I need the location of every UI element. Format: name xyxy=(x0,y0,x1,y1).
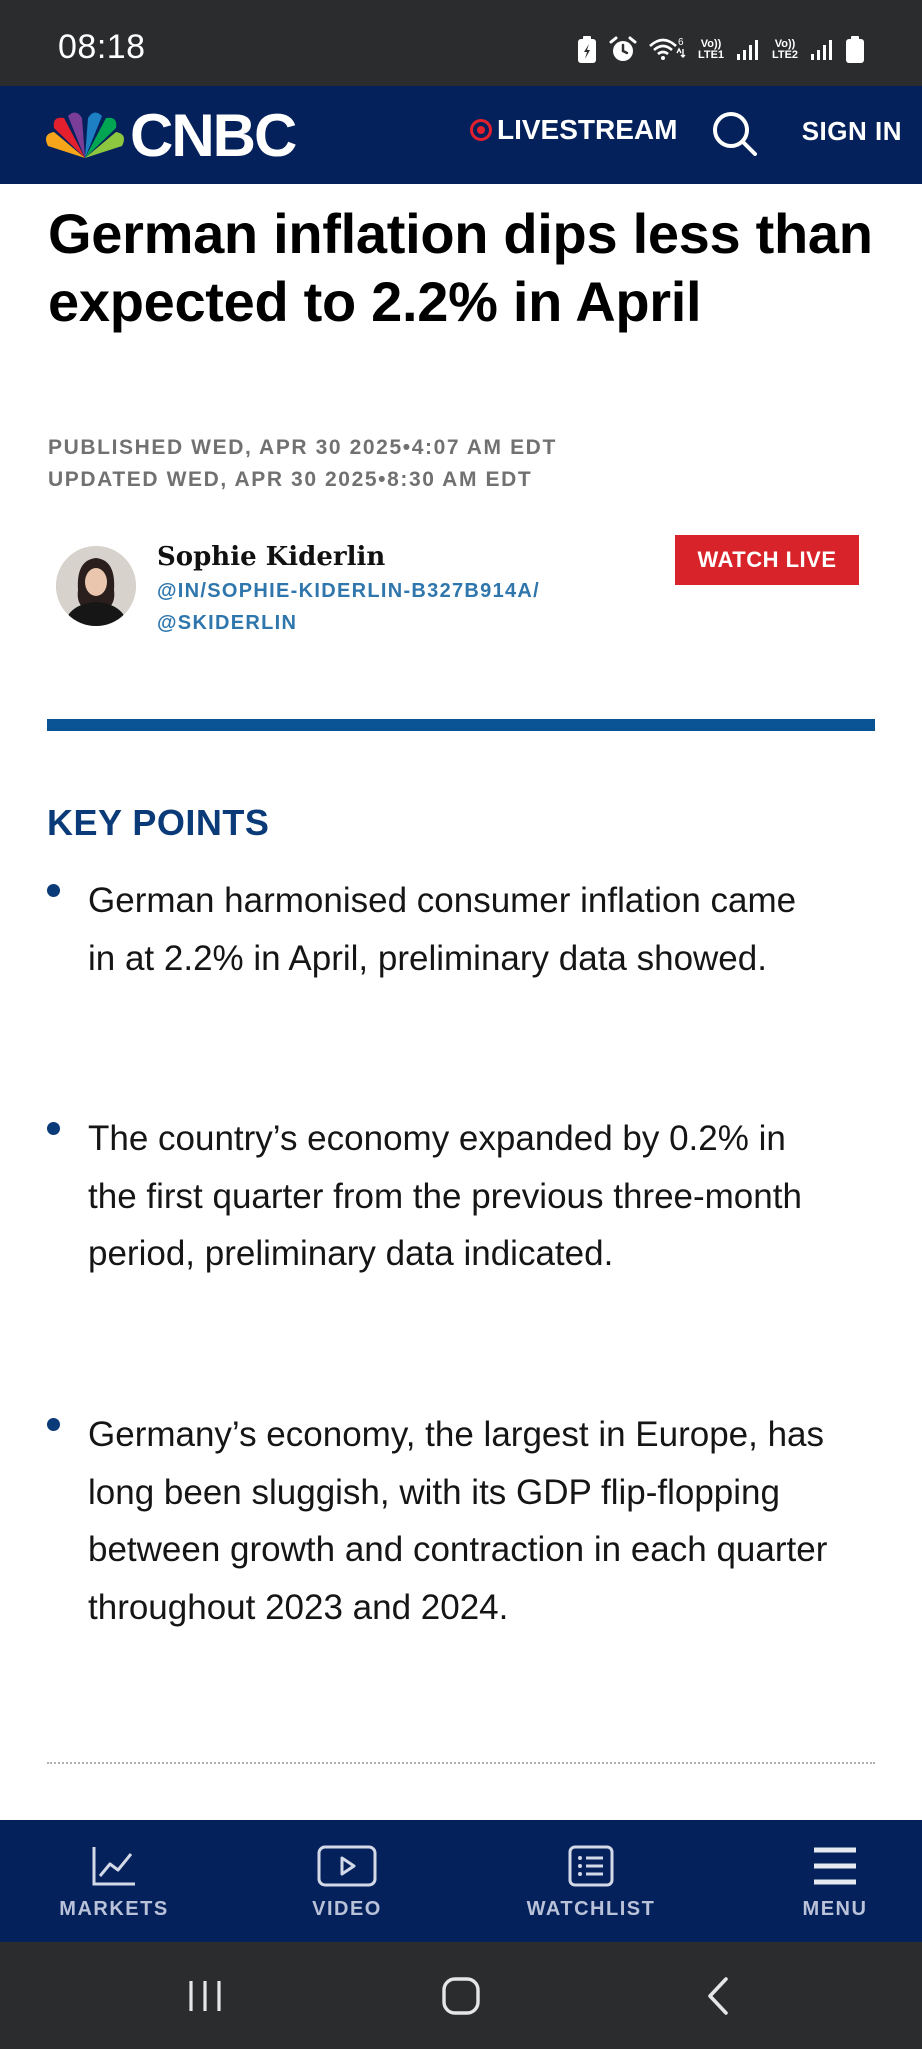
home-button[interactable] xyxy=(406,1942,516,2049)
bottom-navigation xyxy=(0,1820,922,1942)
svg-text:6: 6 xyxy=(678,37,684,48)
home-icon xyxy=(441,1976,481,2016)
battery-icon xyxy=(844,35,866,65)
recent-apps-button[interactable] xyxy=(150,1942,260,2049)
person-icon xyxy=(56,546,136,626)
nav-video[interactable] xyxy=(294,1820,400,1942)
section-divider xyxy=(47,719,875,731)
nav-menu[interactable] xyxy=(790,1820,880,1942)
sim2-label: Vo)) LTE2 xyxy=(771,38,799,61)
hamburger-icon xyxy=(812,1842,858,1890)
nav-label: VIDEO xyxy=(312,1898,382,1920)
status-icons xyxy=(576,30,866,70)
data-saver-icon xyxy=(576,35,598,65)
wifi-icon xyxy=(648,35,686,65)
nav-markets[interactable] xyxy=(54,1820,174,1942)
watch-live-button[interactable]: WATCH LIVE xyxy=(675,535,859,585)
back-icon xyxy=(704,1976,734,2016)
live-record-icon xyxy=(470,119,492,141)
brand-name: CNBC xyxy=(130,101,296,169)
key-point-text: German harmonised consumer inflation came in at 2.2% in April, preliminary data showed. xyxy=(88,881,797,978)
system-navigation-bar xyxy=(0,1942,922,2049)
back-button[interactable] xyxy=(664,1942,774,2049)
sign-in-button[interactable]: SIGN IN xyxy=(801,116,902,146)
nav-label: MENU xyxy=(802,1898,868,1920)
search-icon xyxy=(710,106,760,162)
key-points-title: KEY POINTS xyxy=(47,802,270,843)
content-divider xyxy=(47,1762,875,1764)
livestream-button[interactable] xyxy=(470,114,677,146)
updated-timestamp: UPDATED WED, APR 30 2025•8:30 AM EDT xyxy=(48,468,533,491)
nav-watchlist[interactable] xyxy=(520,1820,662,1942)
alarm-icon xyxy=(608,35,638,65)
list-icon xyxy=(568,1842,614,1890)
site-header xyxy=(0,86,922,184)
nav-label: WATCHLIST xyxy=(526,1898,656,1920)
bullet-icon xyxy=(47,1122,60,1135)
chart-line-icon xyxy=(91,1842,137,1890)
recent-apps-icon xyxy=(185,1978,225,2014)
nav-label: MARKETS xyxy=(59,1898,169,1920)
status-time: 08:18 xyxy=(58,28,146,66)
author-twitter-link[interactable]: @SKIDERLIN xyxy=(157,612,298,634)
bullet-icon xyxy=(47,1418,60,1431)
livestream-label: LIVESTREAM xyxy=(497,114,678,145)
author-linkedin-link[interactable]: @IN/SOPHIE-KIDERLIN-B327B914A/ xyxy=(157,580,541,602)
signal-icon xyxy=(736,38,760,62)
key-point-text: The country’s economy expanded by 0.2% in the first quarter from the previous three-month period, preliminary data indicated. xyxy=(88,1119,802,1273)
author-avatar[interactable] xyxy=(56,546,136,626)
article-headline: German inflation dips less than expected to 2.2% in April xyxy=(48,202,873,333)
peacock-icon xyxy=(44,110,126,160)
play-icon xyxy=(317,1842,377,1890)
key-point-text: Germany’s economy, the largest in Europe, has long been sluggish, with its GDP flip-flopping between growth and contraction in each quarter throughout 2023 and 2024. xyxy=(88,1415,828,1627)
published-timestamp: PUBLISHED WED, APR 30 2025•4:07 AM EDT xyxy=(48,436,557,459)
search-button[interactable] xyxy=(710,106,760,162)
author-name[interactable]: Sophie Kiderlin xyxy=(157,542,386,572)
cnbc-logo[interactable] xyxy=(44,101,296,169)
sim1-label: Vo)) LTE1 xyxy=(697,38,725,61)
bullet-icon xyxy=(47,884,60,897)
signal-icon xyxy=(810,38,834,62)
status-bar xyxy=(0,0,922,86)
